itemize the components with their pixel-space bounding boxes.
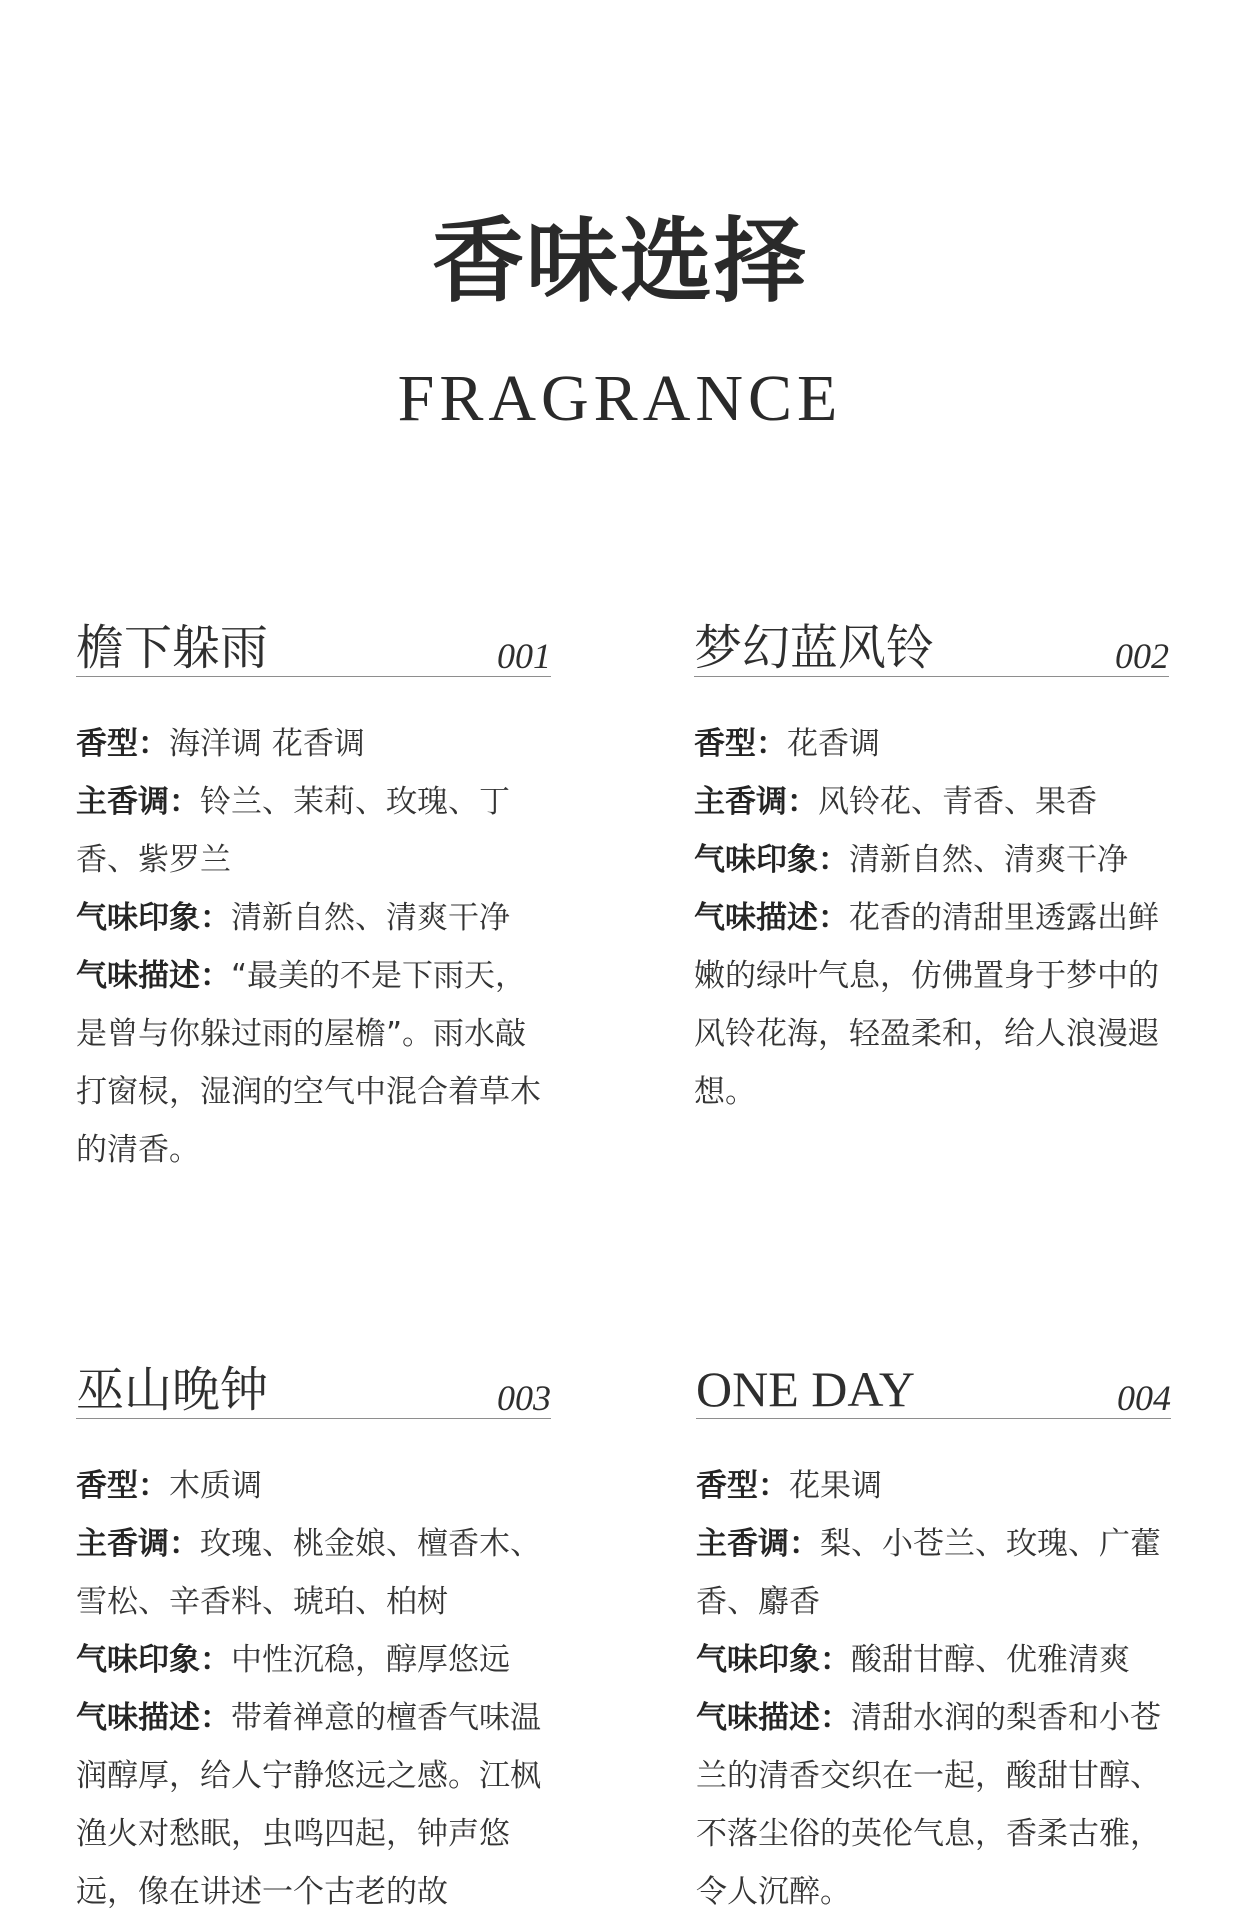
- fragrance-impression-value: 中性沉稳，醇厚悠远: [231, 1642, 510, 1678]
- fragrance-notes-row: [76, 773, 551, 889]
- fragrance-card-002: [694, 620, 1169, 1121]
- fragrance-notes-label: 主香调：: [76, 1526, 200, 1562]
- fragrance-number: 004: [1117, 1378, 1171, 1418]
- fragrance-impression-label: 气味印象：: [694, 842, 849, 878]
- fragrance-notes-value: 铃兰、茉莉、玫瑰、丁香、紫罗兰: [76, 784, 510, 878]
- fragrance-description-value: 带着禅意的檀香气味温润醇厚，给人宁静悠远之感。江枫渔火对愁眠，虫鸣四起，钟声悠远，像在讲述一个古老的故: [76, 1700, 541, 1910]
- fragrance-description-label: 气味描述：: [76, 958, 231, 994]
- fragrance-type-label: 香型：: [76, 726, 169, 762]
- fragrance-notes-label: 主香调：: [696, 1526, 820, 1562]
- fragrance-name: ONE DAY: [696, 1361, 915, 1417]
- fragrance-type-label: 香型：: [696, 1468, 789, 1504]
- fragrance-card-header: [76, 620, 551, 677]
- fragrance-type-label: 香型：: [694, 726, 787, 762]
- fragrance-impression-value: 清新自然、清爽干净: [849, 842, 1128, 878]
- fragrance-impression-value: 清新自然、清爽干净: [231, 900, 510, 936]
- fragrance-type-label: 香型：: [76, 1468, 169, 1504]
- fragrance-number: 002: [1115, 636, 1169, 676]
- fragrance-impression-label: 气味印象：: [76, 1642, 231, 1678]
- fragrance-notes-row: [696, 1515, 1171, 1631]
- fragrance-impression-row: [694, 831, 1169, 889]
- fragrance-type-value: 海洋调 花香调: [169, 726, 365, 762]
- fragrance-name: 檐下躲雨: [76, 620, 269, 676]
- fragrance-description-value: 花香的清甜里透露出鲜嫩的绿叶气息，仿佛置身于梦中的风铃花海，轻盈柔和，给人浪漫遐想。: [694, 900, 1159, 1110]
- fragrance-type-row: [694, 715, 1169, 773]
- fragrance-number: 001: [497, 636, 551, 676]
- fragrance-notes-row: [694, 773, 1169, 831]
- page-title-english: FRAGRANCE: [397, 362, 843, 435]
- fragrance-description-label: 气味描述：: [696, 1700, 851, 1736]
- fragrance-details: [694, 715, 1169, 1121]
- fragrance-description-row: [694, 889, 1169, 1121]
- fragrance-details: [696, 1457, 1171, 1920]
- fragrance-type-row: [696, 1457, 1171, 1515]
- page-title-chinese: 香味选择: [431, 207, 808, 315]
- fragrance-description-label: 气味描述：: [694, 900, 849, 936]
- fragrance-card-004: [696, 1362, 1171, 1920]
- fragrance-details: [76, 715, 551, 1179]
- fragrance-card-header: [694, 620, 1169, 677]
- fragrance-description-row: [696, 1689, 1171, 1920]
- fragrance-description-row: [76, 1689, 551, 1920]
- fragrance-type-value: 木质调: [169, 1468, 262, 1504]
- fragrance-notes-label: 主香调：: [694, 784, 818, 820]
- fragrance-type-value: 花果调: [789, 1468, 882, 1504]
- fragrance-notes-value: 玫瑰、桃金娘、檀香木、雪松、辛香料、琥珀、柏树: [76, 1526, 541, 1620]
- fragrance-type-row: [76, 1457, 551, 1515]
- fragrance-notes-value: 风铃花、青香、果香: [818, 784, 1097, 820]
- fragrance-impression-row: [696, 1631, 1171, 1689]
- fragrance-card-header: [76, 1362, 551, 1419]
- fragrance-notes-label: 主香调：: [76, 784, 200, 820]
- fragrance-description-value: “最美的不是下雨天，是曾与你躲过雨的屋檐”。雨水敲打窗棂，湿润的空气中混合着草木的清香。: [76, 958, 541, 1168]
- fragrance-impression-value: 酸甜甘醇、优雅清爽: [851, 1642, 1130, 1678]
- fragrance-name: 巫山晚钟: [76, 1362, 269, 1418]
- fragrance-details: [76, 1457, 551, 1920]
- fragrance-description-value: 清甜水润的梨香和小苍兰的清香交织在一起，酸甜甘醇、不落尘俗的英伦气息，香柔古雅，令人沉醉。: [696, 1700, 1161, 1910]
- fragrance-card-header: [696, 1362, 1171, 1419]
- fragrance-type-row: [76, 715, 551, 773]
- fragrance-description-label: 气味描述：: [76, 1700, 231, 1736]
- fragrance-card-003: [76, 1362, 551, 1920]
- fragrance-impression-row: [76, 889, 551, 947]
- fragrance-impression-row: [76, 1631, 551, 1689]
- fragrance-name: 梦幻蓝风铃: [694, 620, 935, 676]
- fragrance-impression-label: 气味印象：: [696, 1642, 851, 1678]
- fragrance-number: 003: [497, 1378, 551, 1418]
- fragrance-notes-row: [76, 1515, 551, 1631]
- fragrance-notes-value: 梨、小苍兰、玫瑰、广藿香、麝香: [696, 1526, 1161, 1620]
- fragrance-type-value: 花香调: [787, 726, 880, 762]
- fragrance-card-001: [76, 620, 551, 1179]
- fragrance-description-row: [76, 947, 551, 1179]
- fragrance-impression-label: 气味印象：: [76, 900, 231, 936]
